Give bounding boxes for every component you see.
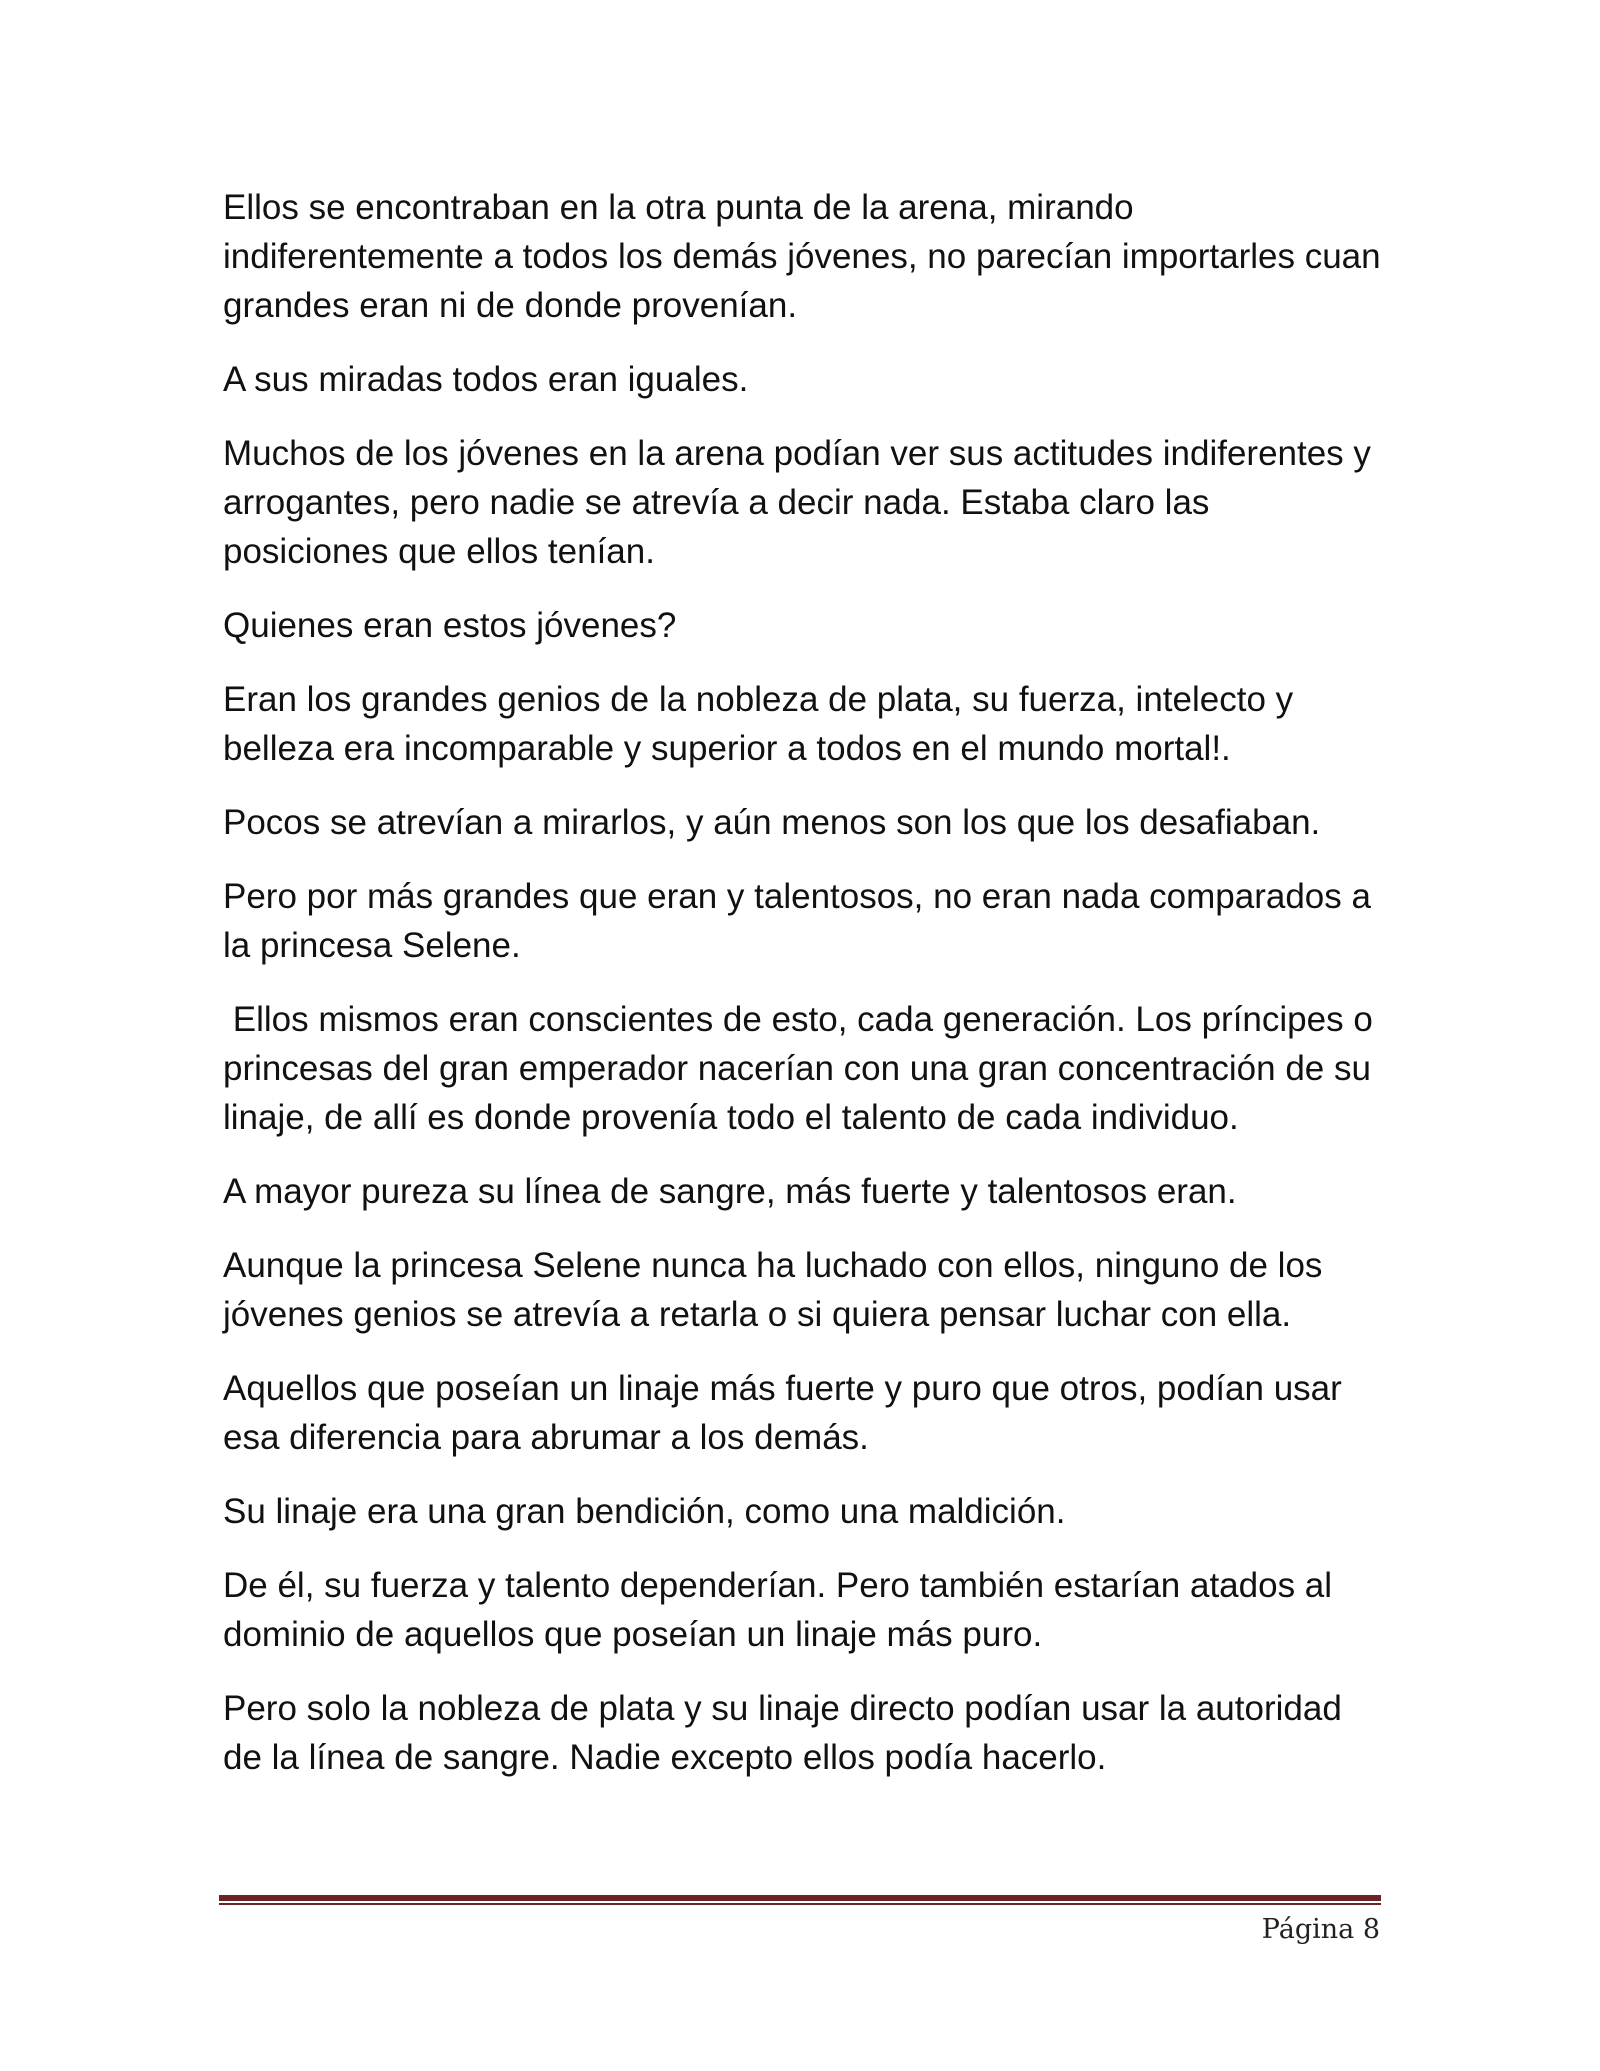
page-number: Página 8 xyxy=(1261,1914,1380,1945)
paragraph: Quienes eran estos jóvenes? xyxy=(223,606,677,645)
paragraph: Ellos se encontraban en la otra punta de la arena, mirando indiferentemente a todos los demás jóvenes, no parecían importarles cuan grandes eran ni de donde provenían. xyxy=(223,188,1391,325)
paragraph: Pero por más grandes que eran y talentosos, no eran nada comparados a la princesa Selene. xyxy=(223,877,1381,965)
paragraph: De él, su fuerza y talento dependerían. Pero también estarían atados al dominio de aquellos que poseían un linaje más puro. xyxy=(223,1566,1342,1654)
document-body xyxy=(223,183,1391,1807)
paragraph: Aquellos que poseían un linaje más fuerte y puro que otros, podían usar esa diferencia para abrumar a los demás. xyxy=(223,1369,1352,1457)
paragraph: Pero solo la nobleza de plata y su linaje directo podían usar la autoridad de la línea de sangre. Nadie excepto ellos podía hacerlo. xyxy=(223,1689,1352,1777)
footer-divider-thin-line xyxy=(219,1903,1381,1905)
paragraph: Aunque la princesa Selene nunca ha luchado con ellos, ninguno de los jóvenes genios se atrevía a retarla o si quiera pensar luchar con ella. xyxy=(223,1246,1333,1334)
paragraph: Su linaje era una gran bendición, como una maldición. xyxy=(223,1492,1066,1531)
paragraph: A sus miradas todos eran iguales. xyxy=(223,360,749,399)
paragraph: A mayor pureza su línea de sangre, más fuerte y talentosos eran. xyxy=(223,1172,1237,1211)
paragraph: Muchos de los jóvenes en la arena podían ver sus actitudes indiferentes y arrogantes, pero nadie se atrevía a decir nada. Estaba claro las posiciones que ellos tenían. xyxy=(223,434,1381,571)
paragraph: Ellos mismos eran conscientes de esto, cada generación. Los príncipes o princesas del gran emperador nacerían con una gran concentración de su linaje, de allí es donde provenía todo el talento de cada individuo. xyxy=(223,1000,1383,1137)
footer-divider-thick-line xyxy=(219,1895,1381,1901)
paragraph: Eran los grandes genios de la nobleza de plata, su fuerza, intelecto y belleza era incomparable y superior a todos en el mundo mortal!. xyxy=(223,680,1303,768)
paragraph: Pocos se atrevían a mirarlos, y aún menos son los que los desafiaban. xyxy=(223,803,1321,842)
footer-divider xyxy=(219,1895,1381,1905)
